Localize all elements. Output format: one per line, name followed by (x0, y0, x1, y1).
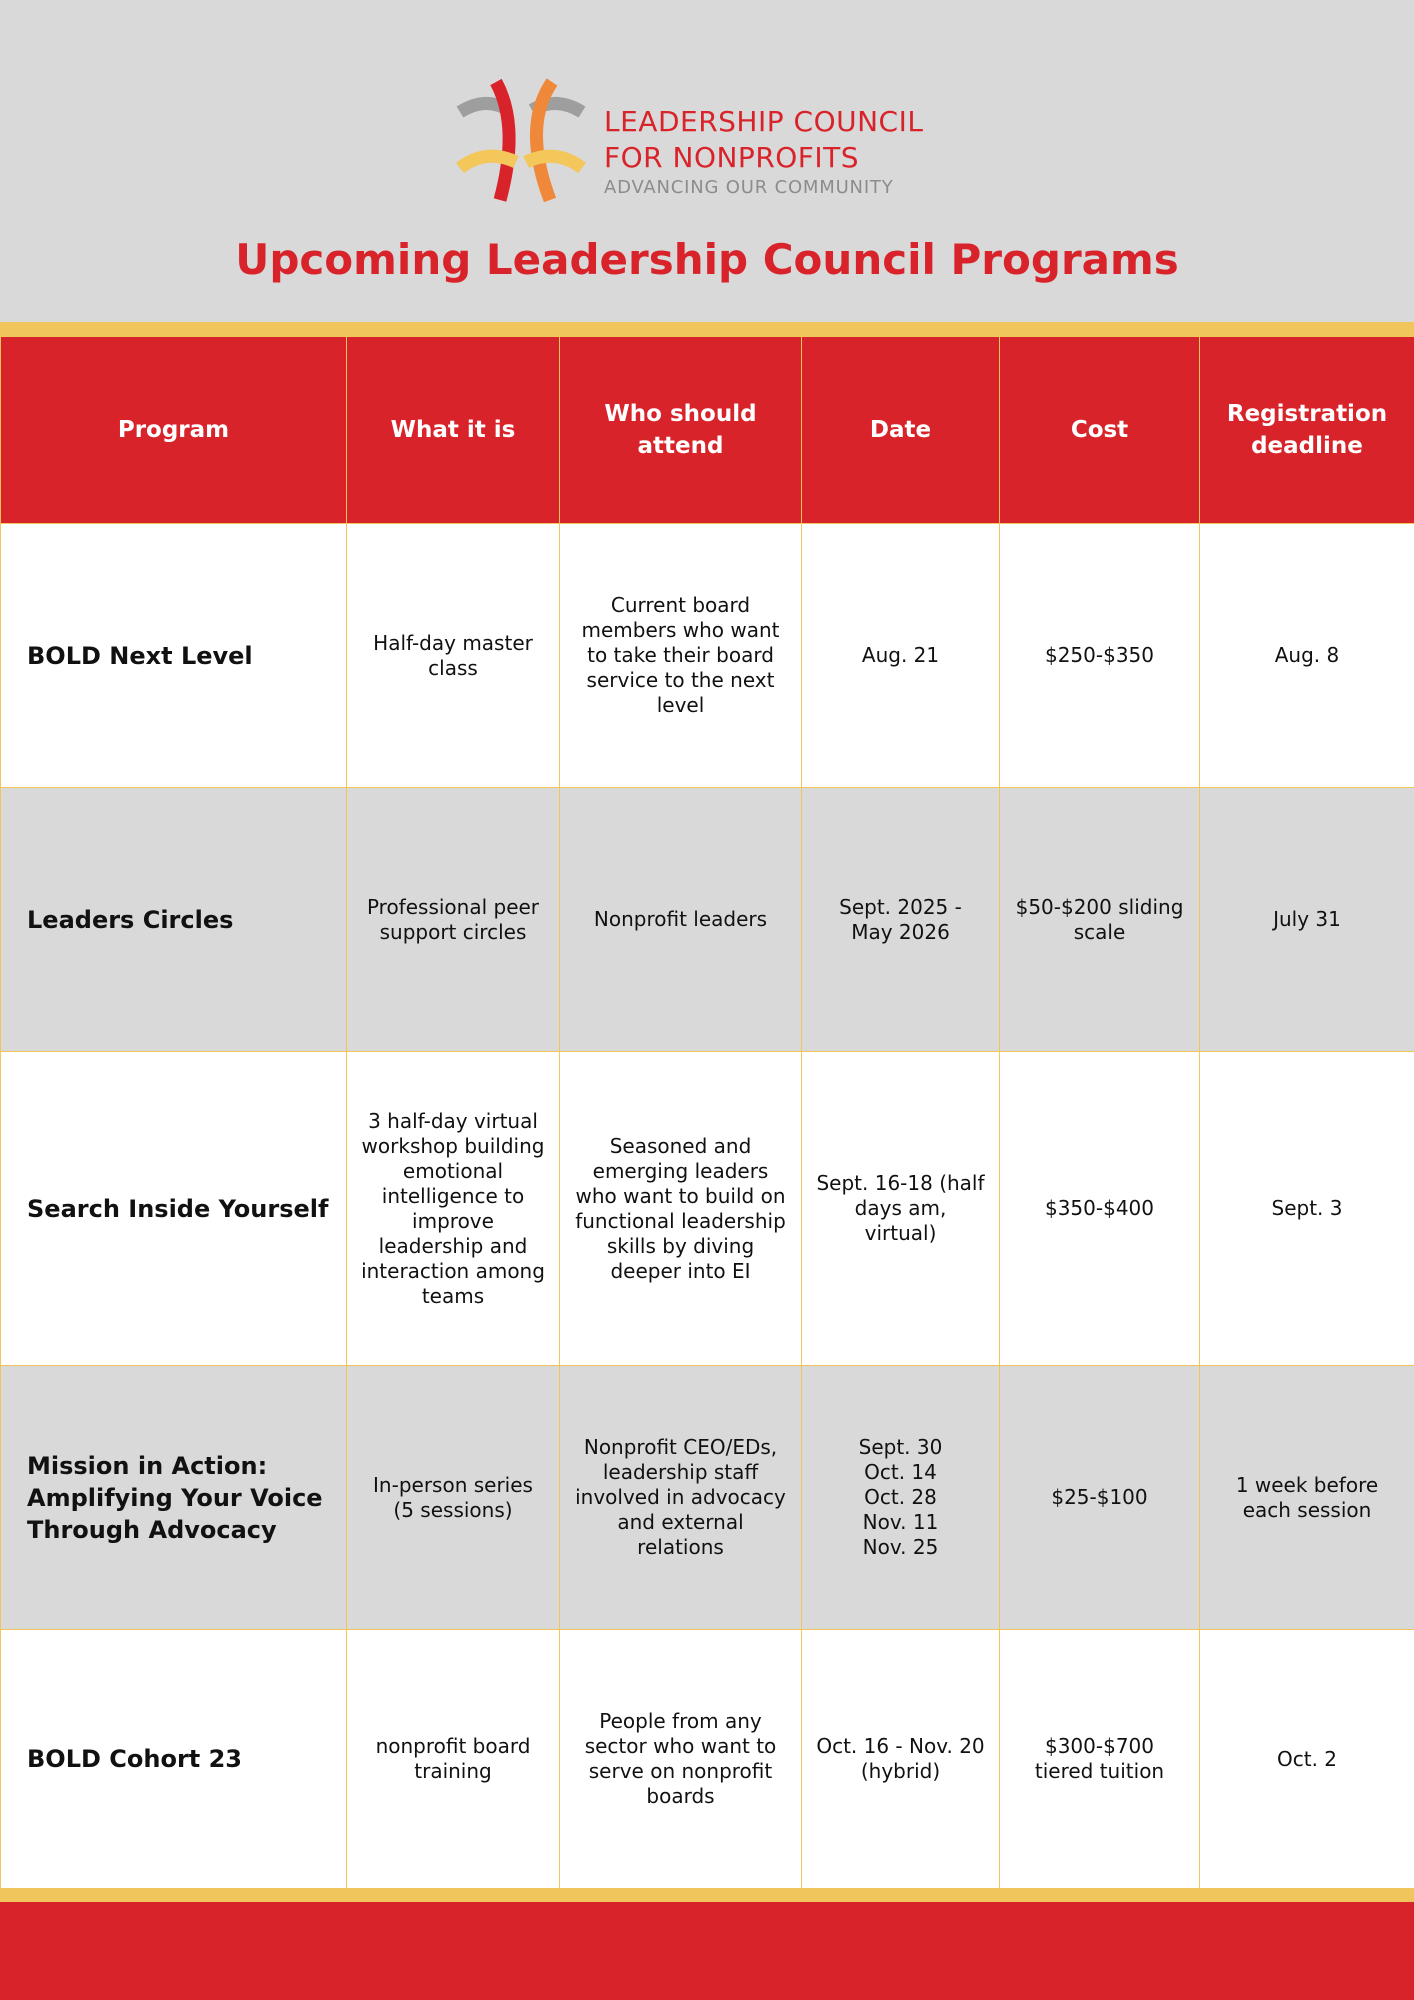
program-date: Sept. 16-18 (half days am, virtual) (802, 1052, 1000, 1366)
program-name: Search Inside Yourself (1, 1052, 347, 1366)
program-cost: $250-$350 (1000, 524, 1200, 788)
header-date: Date (802, 337, 1000, 524)
top-divider (0, 322, 1414, 336)
program-what: In-person series (5 sessions) (347, 1366, 560, 1630)
program-deadline: Aug. 8 (1200, 524, 1414, 788)
program-who: Seasoned and emerging leaders who want to build on functional leadership skills by diving deeper into EI (560, 1052, 802, 1366)
logo-mark-icon (456, 76, 586, 206)
header-who-should-attend: Who should attend (560, 337, 802, 524)
program-date: Sept. 2025 - May 2026 (802, 788, 1000, 1052)
program-name: Leaders Circles (1, 788, 347, 1052)
logo-line-1: LEADERSHIP COUNCIL (604, 105, 924, 138)
program-deadline: Sept. 3 (1200, 1052, 1414, 1366)
logo-tagline: ADVANCING OUR COMMUNITY (604, 177, 894, 198)
program-deadline: Oct. 2 (1200, 1630, 1414, 1889)
header-what-it-is: What it is (347, 337, 560, 524)
program-what: 3 half-day virtual workshop building emotional intelligence to improve leadership and interaction among teams (347, 1052, 560, 1366)
program-deadline: 1 week before each session (1200, 1366, 1414, 1630)
logo-line-2: FOR NONPROFITS (604, 141, 860, 174)
table-row (1, 788, 1414, 1052)
program-name: BOLD Cohort 23 (1, 1630, 347, 1889)
program-name: BOLD Next Level (1, 524, 347, 788)
page-title: Upcoming Leadership Council Programs (235, 235, 1179, 284)
table-row (1, 1630, 1414, 1889)
program-who: Current board members who want to take their board service to the next level (560, 524, 802, 788)
logo-text (604, 104, 923, 200)
program-name: Mission in Action: Amplifying Your Voice Through Advocacy (1, 1366, 347, 1630)
program-cost: $25-$100 (1000, 1366, 1200, 1630)
program-deadline: July 31 (1200, 788, 1414, 1052)
table-row (1, 1366, 1414, 1630)
table-row (1, 524, 1414, 788)
table-header-row (1, 337, 1414, 524)
program-who: Nonprofit CEO/EDs, leadership staff involved in advocacy and external relations (560, 1366, 802, 1630)
program-cost: $50-$200 sliding scale (1000, 788, 1200, 1052)
program-date: Oct. 16 - Nov. 20 (hybrid) (802, 1630, 1000, 1889)
header-program: Program (1, 337, 347, 524)
program-date: Aug. 21 (802, 524, 1000, 788)
header-registration-deadline: Registration deadline (1200, 337, 1414, 524)
program-what: Half-day master class (347, 524, 560, 788)
bottom-divider (0, 1888, 1414, 1902)
header-cost: Cost (1000, 337, 1200, 524)
program-what: Professional peer support circles (347, 788, 560, 1052)
program-date: Sept. 30 Oct. 14 Oct. 28 Nov. 11 Nov. 25 (802, 1366, 1000, 1630)
program-who: Nonprofit leaders (560, 788, 802, 1052)
program-what: nonprofit board training (347, 1630, 560, 1889)
page-header (0, 0, 1414, 322)
programs-table (0, 336, 1414, 1889)
page-footer (0, 1902, 1414, 2000)
program-who: People from any sector who want to serve on nonprofit boards (560, 1630, 802, 1889)
program-cost: $300-$700 tiered tuition (1000, 1630, 1200, 1889)
program-cost: $350-$400 (1000, 1052, 1200, 1366)
table-row (1, 1052, 1414, 1366)
org-logo (456, 76, 956, 206)
